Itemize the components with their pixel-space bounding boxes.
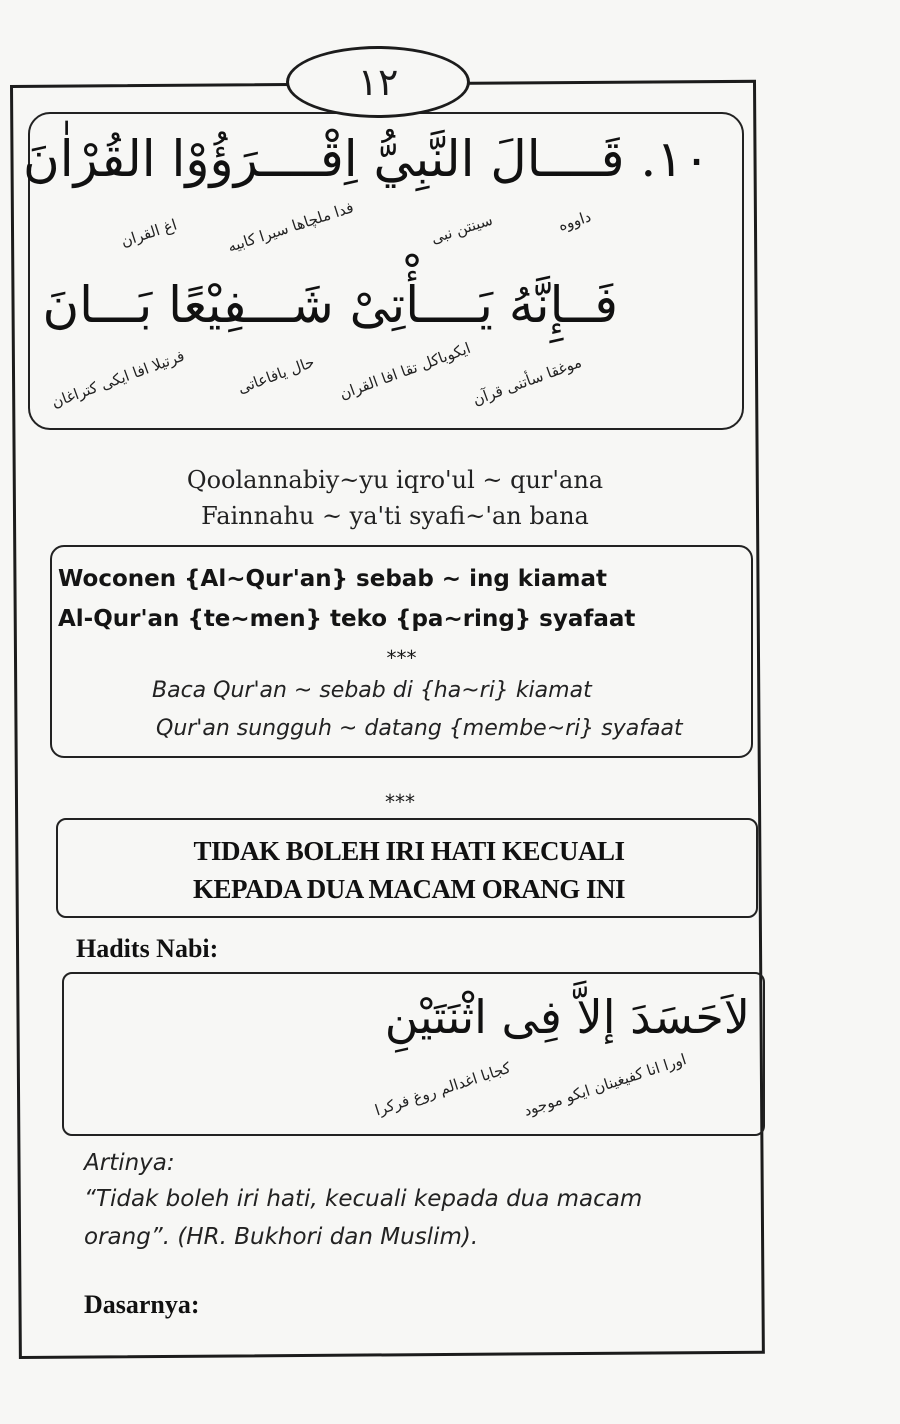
verse-gloss-2-a: موغقا سأتنى قرآن bbox=[470, 352, 584, 410]
indonesian-line-1: Baca Qur'an ~ sebab di {ha~ri} kiamat bbox=[152, 678, 592, 703]
verse-line-1: ١٠. قَــــالَ النَّبِيُّ اِقْــــرَؤُوْا القُرْاٰنَ bbox=[23, 130, 710, 188]
verse-gloss-1-b: سينتن نبى bbox=[428, 210, 495, 248]
dasarnya-label: Dasarnya: bbox=[84, 1290, 200, 1319]
verse-gloss-2-b: ايكوباكل تقا افا القران bbox=[337, 338, 473, 404]
hadits-label: Hadits Nabi: bbox=[76, 934, 219, 963]
transliteration-line-1: Qoolannabiy~yu iqro'ul ~ qur'ana bbox=[186, 466, 604, 494]
hadits-gloss-1: اورا انا كفيغينان ايكو موجود bbox=[521, 1050, 689, 1120]
verse-gloss-2-c: حال يافاعاتى bbox=[235, 352, 317, 398]
artinya-line-2: orang”. (HR. Bukhori dan Muslim). bbox=[84, 1224, 479, 1250]
artinya-label: Artinya: bbox=[84, 1150, 175, 1176]
verse-line-2: فَــإِنَّهُ يَــــأْتِىْ شَـــفِيْعًا بَـــانَ bbox=[42, 276, 618, 334]
verse-gloss-2-d: فرتيلا افا ايكى كتراغان bbox=[49, 346, 187, 412]
verse-gloss-1-a: داووه bbox=[556, 207, 594, 235]
section-title-box bbox=[56, 818, 758, 918]
verse-gloss-1-d: اغ القران bbox=[118, 215, 180, 251]
verse-gloss-1-c: فدا ملچاها سيرا كابيه bbox=[225, 198, 356, 256]
indonesian-line-2: Qur'an sungguh ~ datang {membe~ri} syafaat bbox=[156, 716, 683, 741]
hadits-arabic: لاَحَسَدَ إلاَّ فِى اثْنَتَيْنِ bbox=[384, 990, 750, 1044]
section-title-line-2: KEPADA DUA MACAM ORANG INI bbox=[193, 874, 625, 904]
section-separator: *** bbox=[385, 790, 415, 814]
javanese-line-2: Al-Qur'an {te~men} teko {pa~ring} syafaat bbox=[58, 606, 636, 632]
page-number: ١٢ bbox=[286, 46, 470, 118]
javanese-separator: *** bbox=[386, 646, 417, 670]
artinya-line-1: “Tidak boleh iri hati, kecuali kepada dua macam bbox=[84, 1186, 643, 1212]
hadits-gloss-2: كجابا اغدالم روغ فركرا bbox=[372, 1058, 513, 1120]
transliteration-line-2: Fainnahu ~ ya'ti syafi~'an bana bbox=[201, 502, 589, 530]
section-title-line-1: TIDAK BOLEH IRI HATI KECUALI bbox=[193, 836, 625, 866]
javanese-line-1: Woconen {Al~Qur'an} sebab ~ ing kiamat bbox=[58, 566, 607, 592]
